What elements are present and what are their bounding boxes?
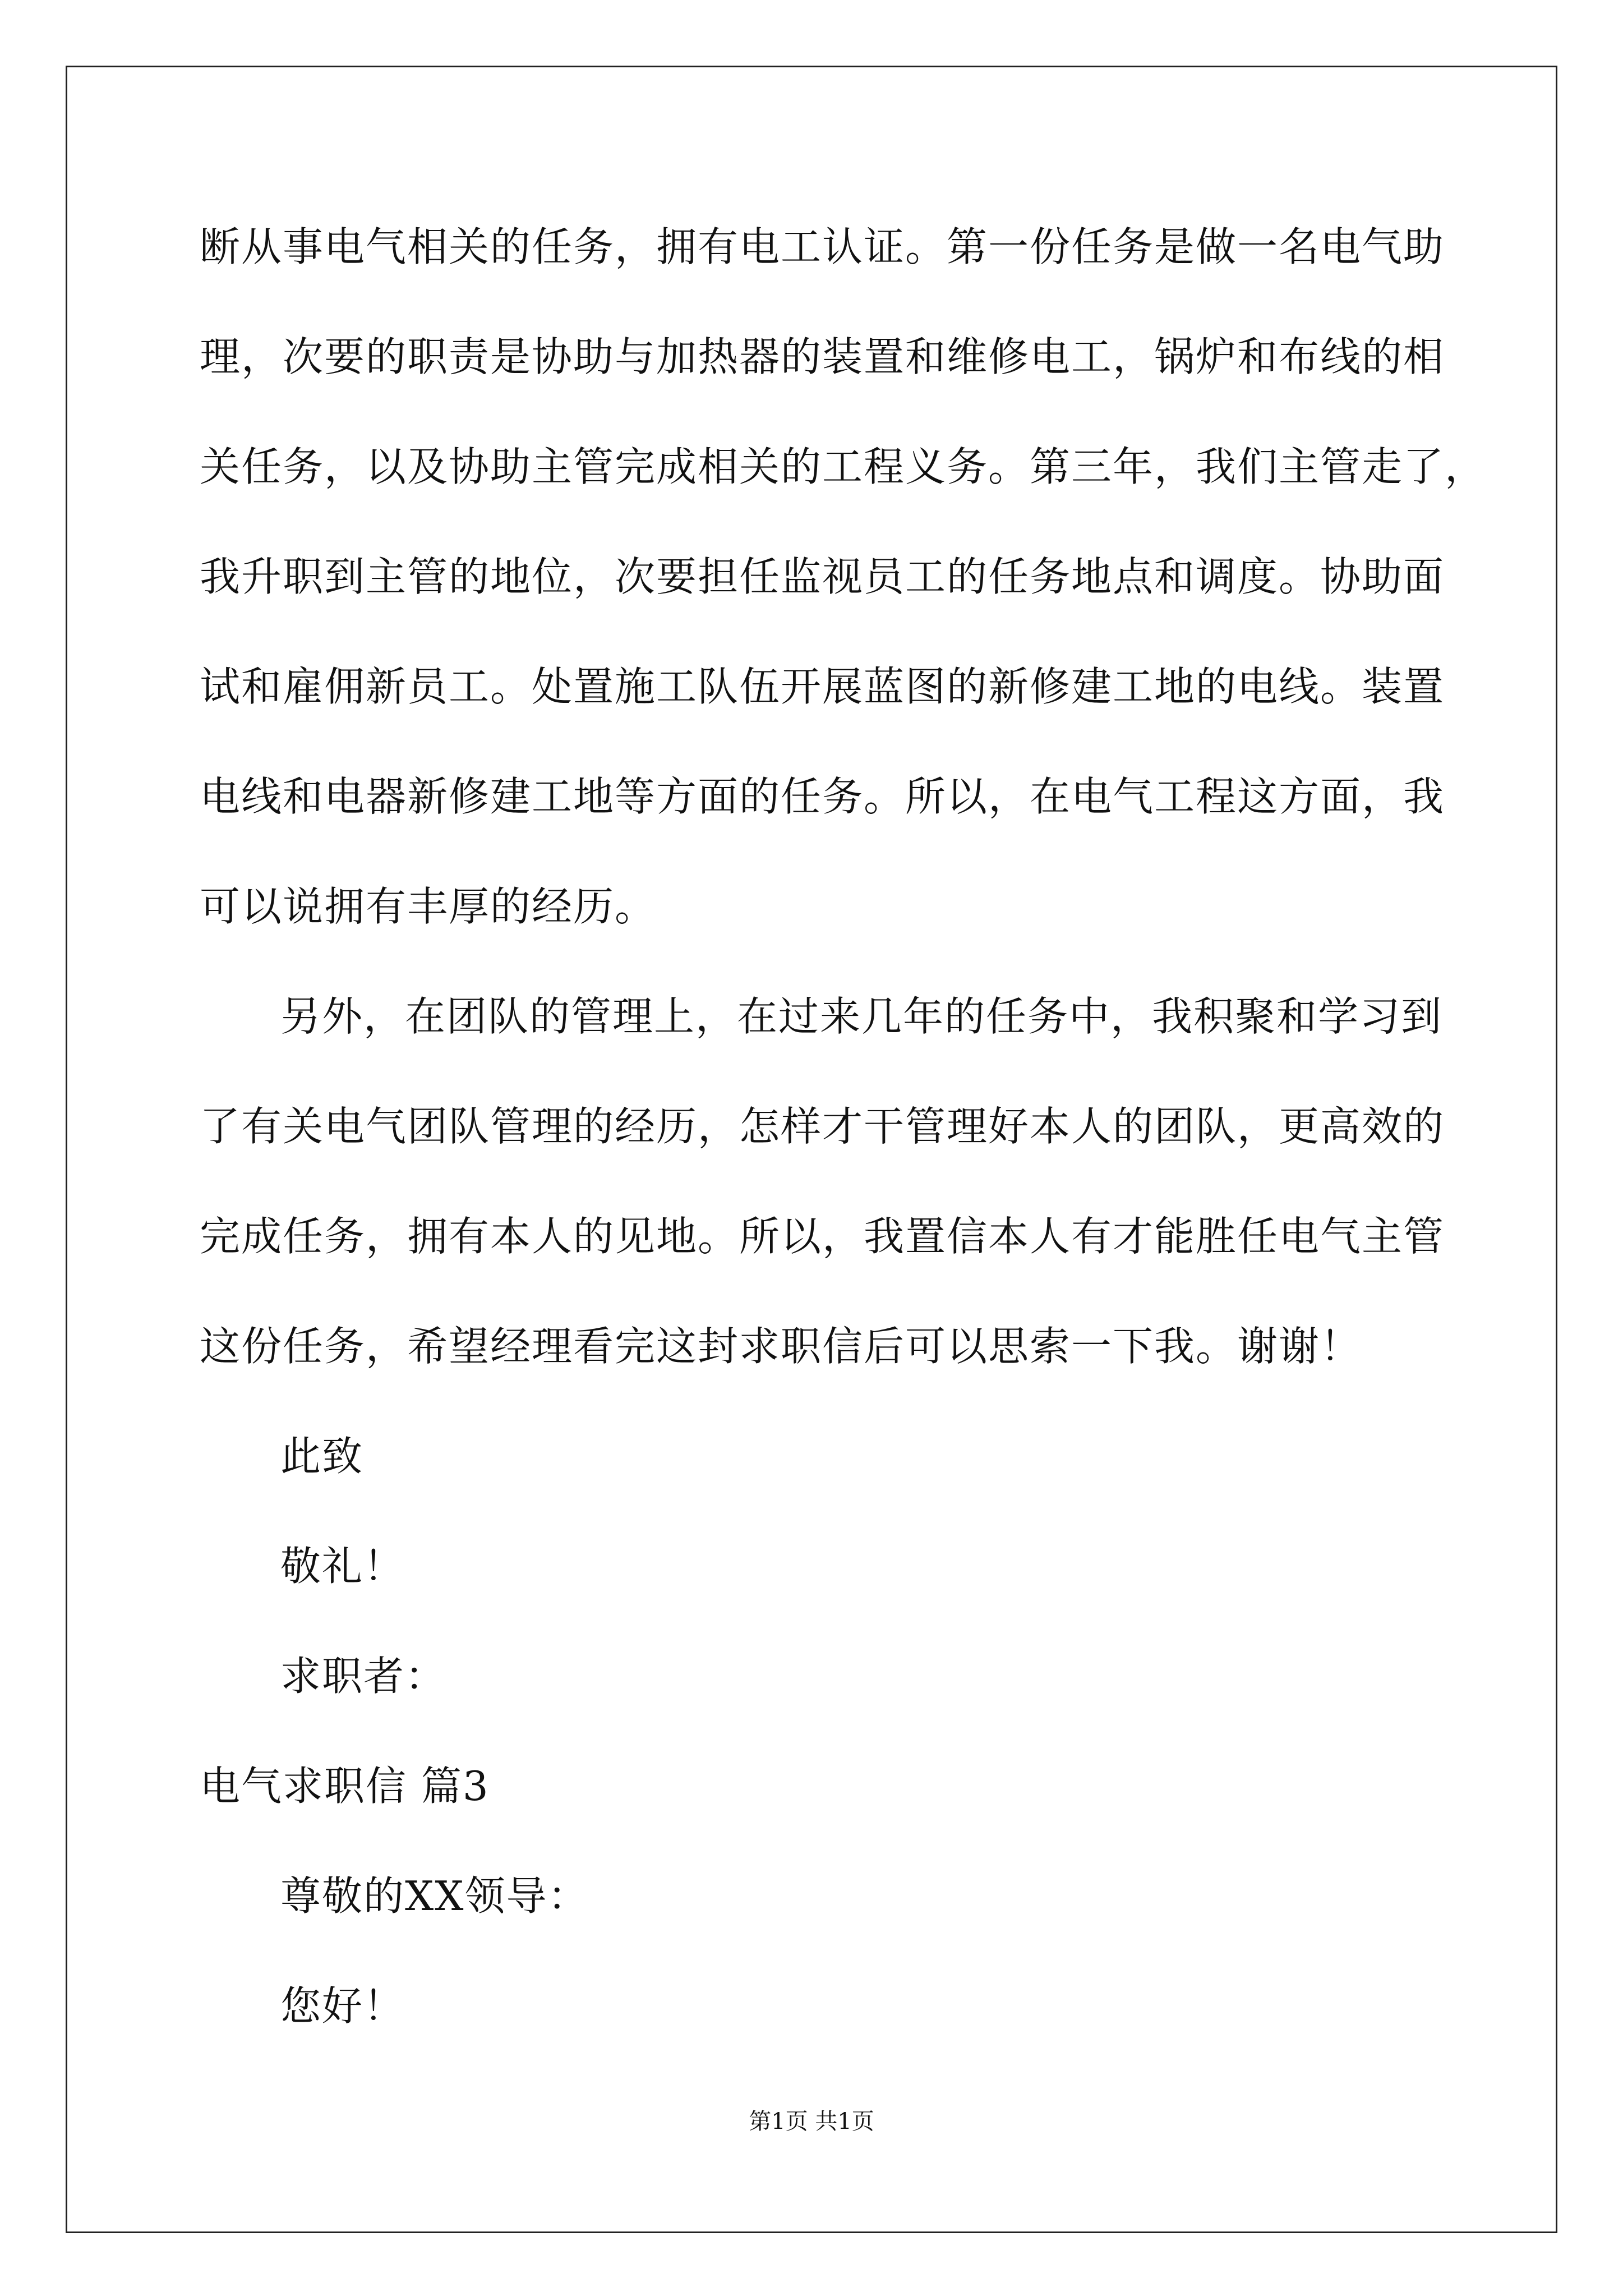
closing-line: 此致 xyxy=(280,1433,364,1480)
paragraph-line: 了有关电气团队管理的经历，怎样才干管理好本人的团队，更高效的 xyxy=(200,1103,1445,1150)
greeting-line: 您好！ xyxy=(280,1982,405,2030)
paragraph-line: 可以说拥有丰厚的经历。 xyxy=(200,883,657,930)
section-heading: 电气求职信 篇3 xyxy=(200,1763,490,1810)
greeting-line: 尊敬的XX领导： xyxy=(280,1872,589,1920)
paragraph-line: 另外，在团队的管理上，在过来几年的任务中，我积聚和学习到 xyxy=(280,993,1443,1040)
paragraph-line: 理，次要的职责是协助与加热器的装置和维修电工，锅炉和布线的相 xyxy=(200,333,1445,380)
page-footer: 第1页 共1页 xyxy=(749,2109,874,2134)
paragraph-line: 完成任务，拥有本人的见地。所以，我置信本人有才能胜任电气主管 xyxy=(200,1213,1445,1260)
paragraph-line: 我升职到主管的地位，次要担任监视员工的任务地点和调度。协助面 xyxy=(200,553,1445,600)
salutation-line: 敬礼！ xyxy=(280,1543,405,1590)
paragraph-line: 断从事电气相关的任务，拥有电工认证。第一份任务是做一名电气助 xyxy=(200,223,1445,270)
paragraph-line: 这份任务，希望经理看完这封求职信后可以思索一下我。谢谢！ xyxy=(200,1323,1362,1370)
paragraph-line: 试和雇佣新员工。处置施工队伍开展蓝图的新修建工地的电线。装置 xyxy=(200,663,1445,710)
signature-line: 求职者： xyxy=(280,1653,447,1700)
paragraph-line: 关任务，以及协助主管完成相关的工程义务。第三年，我们主管走了， xyxy=(200,443,1487,490)
paragraph-line: 电线和电器新修建工地等方面的任务。所以，在电气工程这方面，我 xyxy=(200,773,1445,820)
